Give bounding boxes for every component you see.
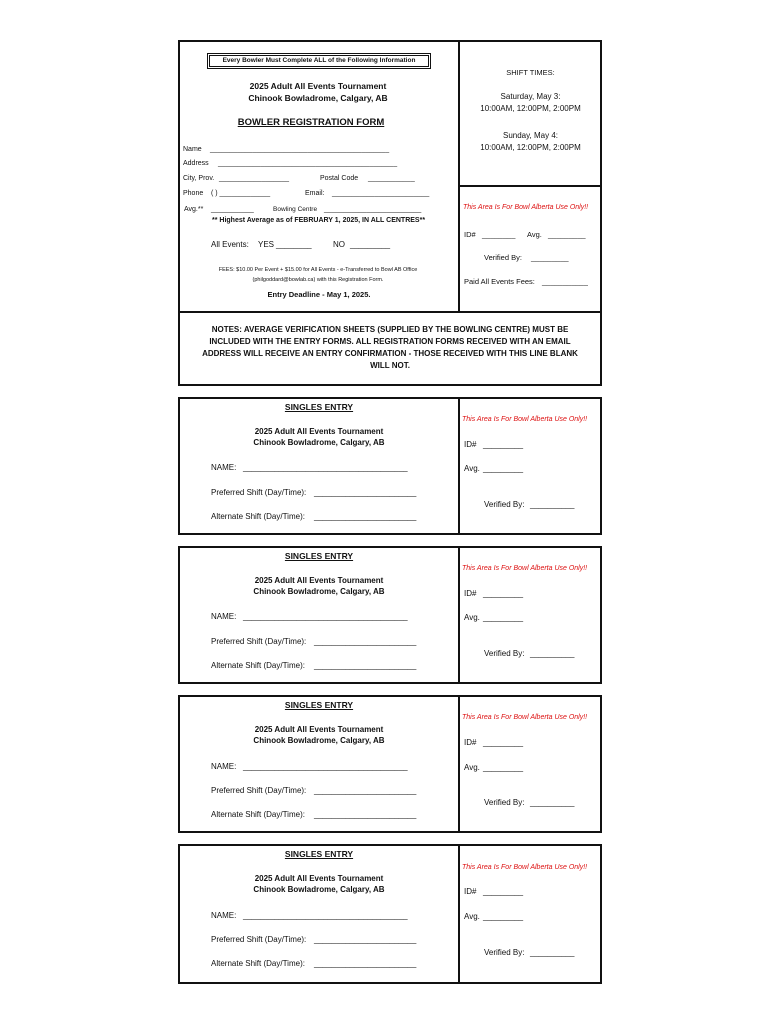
notes-line-3: ADDRESS WILL RECEIVE AN ENTRY CONFIRMATION - THOSE RECEIVED WITH THIS LINE BLANK [202,349,578,358]
saturday-label: Saturday, May 3: [500,92,561,101]
singles-id-label: ID# [464,887,477,896]
singles-id-field[interactable]: _________ [483,440,524,449]
singles-tournament: 2025 Adult All Events Tournament [254,427,384,436]
singles-preferred-field[interactable]: _______________________ [314,786,417,795]
all-events-yes-label: YES [258,240,275,249]
bowling-centre-label: Bowling Centre [273,206,318,213]
notes-line-2: INCLUDED WITH THE ENTRY FORMS. ALL REGISTRATION FORMS RECEIVED WITH AN EMAIL [209,337,571,346]
singles-office-heading: This Area Is For Bowl Alberta Use Only!! [462,864,588,871]
entry-deadline: Entry Deadline - May 1, 2025. [267,290,371,299]
saturday-times: 10:00AM, 12:00PM, 2:00PM [480,104,581,113]
notes-line-4: WILL NOT. [370,361,410,370]
singles-name-field[interactable]: _____________________________________ [243,463,408,472]
singles-tournament: 2025 Adult All Events Tournament [254,874,384,883]
office-verified-field[interactable]: _________ [531,253,569,262]
office-verified-label: Verified By: [484,253,522,262]
average-label: Avg.** [184,206,204,213]
singles-name-field[interactable]: _____________________________________ [243,911,408,920]
city-label: City, Prov. [183,175,215,182]
postal-code-field[interactable]: ____________ [368,175,415,182]
name-field[interactable]: ______________________________________________ [210,146,390,153]
email-label: Email: [305,190,325,197]
singles-id-label: ID# [464,589,477,598]
singles-title: SINGLES ENTRY [284,849,354,859]
fees-line-1: FEES: $10.00 Per Event + $15.00 for All Events - e-Transferred to Bowl AB Office [218,267,418,273]
singles-alternate-label: Alternate Shift (Day/Time): [211,810,305,819]
notes-line-1: NOTES: AVERAGE VERIFICATION SHEETS (SUPPLIED BY THE BOWLING CENTRE) MUST BE [211,325,569,334]
singles-tournament: 2025 Adult All Events Tournament [254,725,384,734]
office-avg-label: Avg. [527,230,542,239]
singles-name-label: NAME: [211,762,237,771]
singles-alternate-field[interactable]: _______________________ [314,512,417,521]
highest-average-note: ** Highest Average as of FEBRUARY 1, 2025, IN ALL CENTRES** [212,217,426,224]
postal-code-label: Postal Code [320,175,359,182]
singles-verified-field[interactable]: __________ [530,649,575,658]
email-field[interactable]: _________________________ [332,190,430,197]
singles-avg-field[interactable]: _________ [483,912,524,921]
singles-preferred-label: Preferred Shift (Day/Time): [211,488,307,497]
singles-name-field[interactable]: _____________________________________ [243,612,408,621]
venue-title: Chinook Bowladrome, Calgary, AB [248,93,388,103]
tournament-title: 2025 Adult All Events Tournament [249,81,387,91]
singles-verified-field[interactable]: __________ [530,798,575,807]
paid-fees-field[interactable]: ___________ [542,277,588,286]
singles-preferred-label: Preferred Shift (Day/Time): [211,786,307,795]
sunday-times: 10:00AM, 12:00PM, 2:00PM [480,143,581,152]
singles-office-heading: This Area Is For Bowl Alberta Use Only!! [462,565,588,572]
address-field[interactable]: ______________________________________________ [218,160,398,167]
singles-avg-label: Avg. [464,613,480,622]
singles-title: SINGLES ENTRY [284,402,354,412]
bowling-centre-field[interactable]: _________________________ [324,206,422,213]
singles-name-field[interactable]: _____________________________________ [243,762,408,771]
singles-avg-label: Avg. [464,763,480,772]
phone-field[interactable]: ( ) _____________ [211,190,271,197]
all-events-no-label: NO [333,240,345,249]
singles-preferred-field[interactable]: _______________________ [314,637,417,646]
average-field[interactable]: ___________ [211,206,254,213]
singles-alternate-field[interactable]: _______________________ [314,810,417,819]
singles-id-field[interactable]: _________ [483,887,524,896]
singles-verified-label: Verified By: [484,798,525,807]
form-title: BOWLER REGISTRATION FORM [237,117,385,128]
singles-verified-label: Verified By: [484,649,525,658]
singles-id-label: ID# [464,440,477,449]
singles-preferred-label: Preferred Shift (Day/Time): [211,935,307,944]
office-id-label: ID# [464,230,476,239]
address-label: Address [183,160,209,167]
singles-alternate-label: Alternate Shift (Day/Time): [211,959,305,968]
singles-preferred-field[interactable]: _______________________ [314,488,417,497]
singles-venue: Chinook Bowladrome, Calgary, AB [253,587,385,596]
singles-alternate-field[interactable]: _______________________ [314,661,417,670]
all-events-label: All Events: [211,240,249,249]
shift-times-title: SHIFT TIMES: [506,68,555,77]
office-area-top-rule [458,185,602,187]
singles-verified-field[interactable]: __________ [530,948,575,957]
singles-verified-label: Verified By: [484,500,525,509]
singles-venue: Chinook Bowladrome, Calgary, AB [253,736,385,745]
singles-id-label: ID# [464,738,477,747]
singles-preferred-label: Preferred Shift (Day/Time): [211,637,307,646]
office-avg-field[interactable]: _________ [548,230,586,239]
singles-avg-label: Avg. [464,912,480,921]
sunday-label: Sunday, May 4: [503,131,558,140]
office-id-field[interactable]: ________ [482,230,516,239]
all-events-no-field[interactable]: _________ [350,240,391,249]
singles-verified-field[interactable]: __________ [530,500,575,509]
registration-divider [458,40,460,312]
singles-name-label: NAME: [211,612,237,621]
singles-alternate-label: Alternate Shift (Day/Time): [211,661,305,670]
singles-avg-label: Avg. [464,464,480,473]
singles-id-field[interactable]: _________ [483,589,524,598]
singles-title: SINGLES ENTRY [284,551,354,561]
singles-venue: Chinook Bowladrome, Calgary, AB [253,438,385,447]
required-info-banner: Every Bowler Must Complete ALL of the Following Information [209,55,429,67]
singles-avg-field[interactable]: _________ [483,763,524,772]
singles-preferred-field[interactable]: _______________________ [314,935,417,944]
singles-divider [458,695,460,833]
notes-top-rule [178,311,602,313]
singles-divider [458,397,460,535]
city-field[interactable]: __________________ [219,175,290,182]
singles-title: SINGLES ENTRY [284,700,354,710]
singles-id-field[interactable]: _________ [483,738,524,747]
singles-avg-field[interactable]: _________ [483,464,524,473]
office-use-heading: This Area Is For Bowl Alberta Use Only!! [463,204,589,211]
all-events-yes-field[interactable]: ________ [276,240,312,249]
name-label: Name [183,146,202,153]
singles-alternate-field[interactable]: _______________________ [314,959,417,968]
singles-divider [458,546,460,684]
singles-name-label: NAME: [211,463,237,472]
singles-divider [458,844,460,984]
singles-verified-label: Verified By: [484,948,525,957]
singles-tournament: 2025 Adult All Events Tournament [254,576,384,585]
singles-name-label: NAME: [211,911,237,920]
singles-alternate-label: Alternate Shift (Day/Time): [211,512,305,521]
singles-office-heading: This Area Is For Bowl Alberta Use Only!! [462,416,588,423]
paid-fees-label: Paid All Events Fees: [464,277,535,286]
fees-line-2: (philgoddard@bowlab.ca) with this Registration Form. [252,277,384,283]
singles-venue: Chinook Bowladrome, Calgary, AB [253,885,385,894]
phone-label: Phone [183,190,204,197]
singles-office-heading: This Area Is For Bowl Alberta Use Only!! [462,714,588,721]
singles-avg-field[interactable]: _________ [483,613,524,622]
